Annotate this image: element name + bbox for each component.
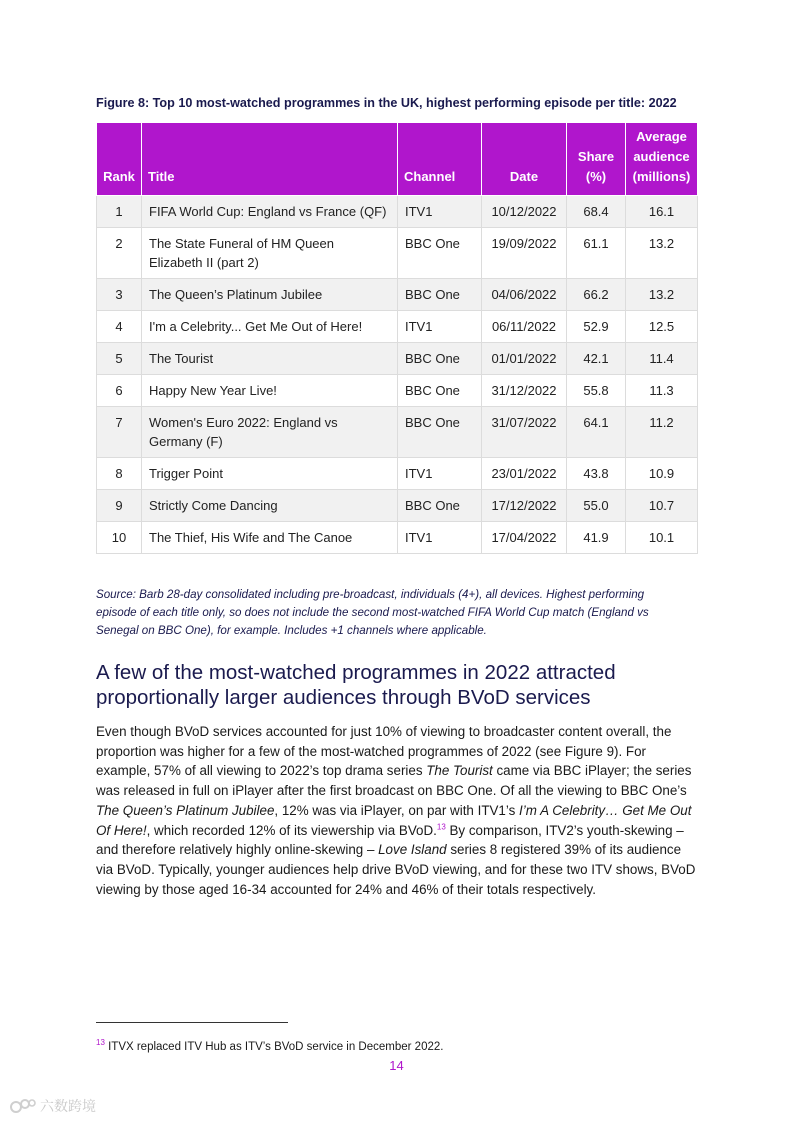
body-text: , which recorded 12% of its viewership via BVoD. bbox=[146, 822, 437, 838]
cell-rank: 10 bbox=[97, 522, 142, 554]
cell-audience: 12.5 bbox=[626, 311, 698, 343]
cell-title: Strictly Come Dancing bbox=[142, 490, 398, 522]
header-share-line1: Share bbox=[577, 149, 615, 164]
cell-title: I'm a Celebrity... Get Me Out of Here! bbox=[142, 311, 398, 343]
cell-rank: 2 bbox=[97, 228, 142, 279]
table-row bbox=[97, 311, 698, 343]
cell-date: 31/07/2022 bbox=[482, 407, 567, 458]
header-share-line2: (%) bbox=[585, 169, 607, 184]
cell-share: 42.1 bbox=[567, 343, 626, 375]
cell-rank: 8 bbox=[97, 458, 142, 490]
cell-rank: 1 bbox=[97, 196, 142, 228]
cell-share: 68.4 bbox=[567, 196, 626, 228]
cell-audience: 10.1 bbox=[626, 522, 698, 554]
cell-date: 31/12/2022 bbox=[482, 375, 567, 407]
cell-rank: 5 bbox=[97, 343, 142, 375]
header-channel: Channel bbox=[398, 123, 482, 196]
cell-channel: BBC One bbox=[398, 375, 482, 407]
cell-title: FIFA World Cup: England vs France (QF) bbox=[142, 196, 398, 228]
watermark-text: 六数跨境 bbox=[40, 1098, 96, 1114]
table-row bbox=[97, 279, 698, 311]
cell-share: 43.8 bbox=[567, 458, 626, 490]
source-note: Source: Barb 28-day consolidated including pre-broadcast, individuals (4+), all devices. Highest performing episode of each title only, so does not include the second most-watched FIFA World Cup match (England vs Senegal on BBC One), for example. Includes +1 channels where applicable. bbox=[96, 588, 649, 637]
cell-title: Women's Euro 2022: England vs Germany (F) bbox=[142, 407, 398, 458]
cell-audience: 11.2 bbox=[626, 407, 698, 458]
cell-title: The Thief, His Wife and The Canoe bbox=[142, 522, 398, 554]
section-heading: A few of the most-watched programmes in 2022 attracted proportionally larger audiences through BVoD services bbox=[96, 661, 616, 709]
footnote-marker: 13 bbox=[96, 1038, 105, 1048]
watermark bbox=[10, 1096, 96, 1116]
cell-audience: 11.4 bbox=[626, 343, 698, 375]
body-text: series 8 registered 39% of its audience via BVoD. Typically, younger audiences help drive BVoD viewing, and for these two ITV shows, BVoD viewing by those aged 16-34 accounted for 24% and 46% of their totals respectively. bbox=[96, 842, 696, 897]
page-number: 14 bbox=[389, 1058, 404, 1073]
header-audience-line2: audience bbox=[633, 149, 690, 164]
cell-channel: BBC One bbox=[398, 343, 482, 375]
cell-channel: ITV1 bbox=[398, 311, 482, 343]
cell-channel: ITV1 bbox=[398, 196, 482, 228]
cell-title: The Tourist bbox=[142, 343, 398, 375]
header-date: Date bbox=[482, 123, 567, 196]
cell-rank: 6 bbox=[97, 375, 142, 407]
cell-date: 17/04/2022 bbox=[482, 522, 567, 554]
cell-audience: 13.2 bbox=[626, 228, 698, 279]
header-title: Title bbox=[142, 123, 398, 196]
cell-audience: 16.1 bbox=[626, 196, 698, 228]
header-audience-line1: Average bbox=[636, 129, 687, 144]
body-text: Even though BVoD services accounted for just 10% of viewing to broadcaster content overall, the proportion was higher for a few of the most-watched programmes of 2022 (see Figure 9). For example, 57% of all viewing to 2022’s top drama series bbox=[96, 724, 672, 779]
cell-channel: ITV1 bbox=[398, 522, 482, 554]
table-row bbox=[97, 228, 698, 279]
table-header-row bbox=[97, 123, 698, 196]
figure-title: Figure 8: Top 10 most-watched programmes in the UK, highest performing episode per title: 2022 bbox=[96, 96, 677, 110]
table-row bbox=[97, 196, 698, 228]
cell-audience: 13.2 bbox=[626, 279, 698, 311]
cell-share: 52.9 bbox=[567, 311, 626, 343]
cell-date: 06/11/2022 bbox=[482, 311, 567, 343]
cell-date: 23/01/2022 bbox=[482, 458, 567, 490]
cell-share: 55.8 bbox=[567, 375, 626, 407]
cell-share: 41.9 bbox=[567, 522, 626, 554]
table-row bbox=[97, 458, 698, 490]
cell-share: 61.1 bbox=[567, 228, 626, 279]
cell-channel: BBC One bbox=[398, 279, 482, 311]
cell-date: 04/06/2022 bbox=[482, 279, 567, 311]
cell-rank: 3 bbox=[97, 279, 142, 311]
cell-share: 66.2 bbox=[567, 279, 626, 311]
programme-title: Love Island bbox=[378, 842, 447, 858]
cell-share: 55.0 bbox=[567, 490, 626, 522]
table-row bbox=[97, 522, 698, 554]
cell-audience: 10.7 bbox=[626, 490, 698, 522]
cell-channel: BBC One bbox=[398, 490, 482, 522]
cell-title: Trigger Point bbox=[142, 458, 398, 490]
table-row bbox=[97, 407, 698, 458]
table-row bbox=[97, 343, 698, 375]
footnote-text: ITVX replaced ITV Hub as ITV’s BVoD service in December 2022. bbox=[104, 1041, 444, 1053]
cell-title: The Queen’s Platinum Jubilee bbox=[142, 279, 398, 311]
programme-title: The Queen’s Platinum Jubilee bbox=[96, 802, 275, 818]
header-rank: Rank bbox=[97, 123, 142, 196]
header-audience bbox=[626, 123, 698, 196]
programme-title: I’m A Celebrity… Get Me Out Of Here! bbox=[96, 802, 692, 838]
cell-share: 64.1 bbox=[567, 407, 626, 458]
cell-date: 19/09/2022 bbox=[482, 228, 567, 279]
cell-rank: 4 bbox=[97, 311, 142, 343]
programmes-table bbox=[96, 122, 698, 554]
header-audience-line3: (millions) bbox=[632, 169, 691, 184]
cell-date: 17/12/2022 bbox=[482, 490, 567, 522]
cell-audience: 11.3 bbox=[626, 375, 698, 407]
header-share bbox=[567, 123, 626, 196]
body-paragraph bbox=[96, 722, 700, 899]
body-text: came via BBC iPlayer; the series was released in full on iPlayer after the first broadcast on BBC One. Of all the viewing to BBC One’s bbox=[96, 763, 692, 799]
cell-rank: 7 bbox=[97, 407, 142, 458]
footnote bbox=[96, 1038, 444, 1053]
cell-title: The State Funeral of HM Queen Elizabeth II (part 2) bbox=[142, 228, 398, 279]
cell-rank: 9 bbox=[97, 490, 142, 522]
cell-channel: BBC One bbox=[398, 228, 482, 279]
cell-channel: BBC One bbox=[398, 407, 482, 458]
table-row bbox=[97, 375, 698, 407]
cell-channel: ITV1 bbox=[398, 458, 482, 490]
cell-title: Happy New Year Live! bbox=[142, 375, 398, 407]
cell-date: 10/12/2022 bbox=[482, 196, 567, 228]
body-text: By comparison, ITV2’s youth-skewing – and therefore relatively highly online-skewing – bbox=[96, 822, 684, 858]
footnote-divider bbox=[96, 1022, 288, 1023]
footnote-ref[interactable]: 13 bbox=[436, 822, 446, 832]
body-text: , 12% was via iPlayer, on par with ITV1’s bbox=[274, 802, 520, 818]
cell-date: 01/01/2022 bbox=[482, 343, 567, 375]
programme-title: The Tourist bbox=[426, 763, 493, 779]
table-row bbox=[97, 490, 698, 522]
watermark-logo-icon bbox=[10, 1098, 36, 1114]
cell-audience: 10.9 bbox=[626, 458, 698, 490]
